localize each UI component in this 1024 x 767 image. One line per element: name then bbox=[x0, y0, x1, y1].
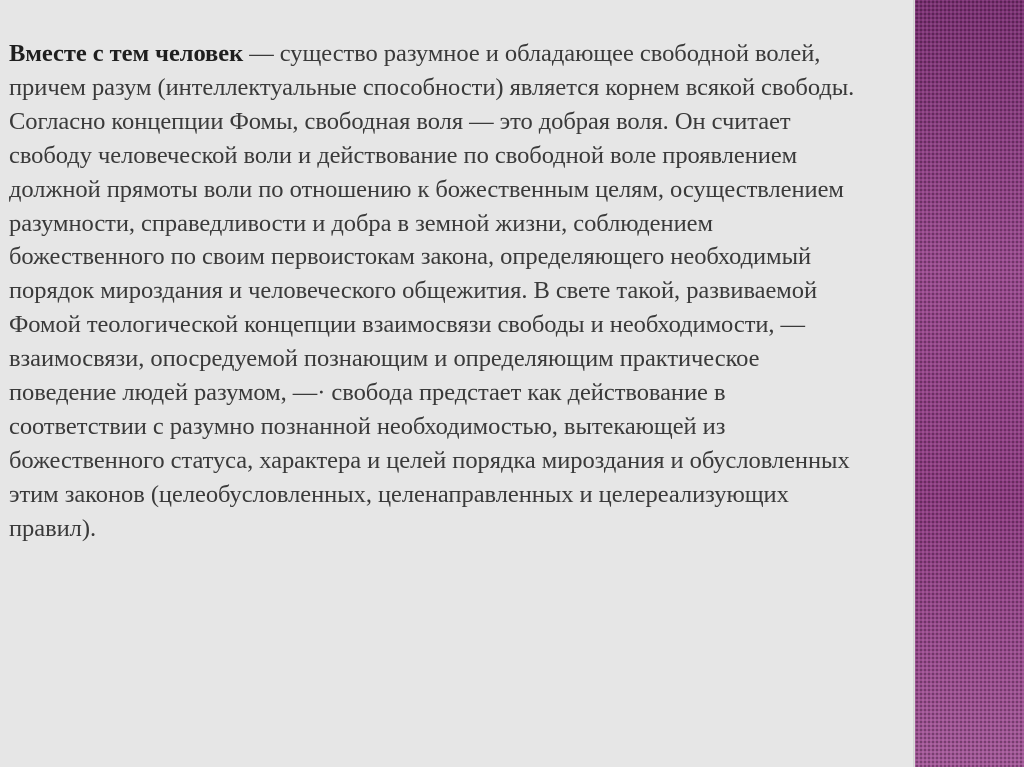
text-line: божественного статуса, характера и целей порядка мироздания и обусловленных bbox=[9, 446, 850, 474]
slide-body-text bbox=[9, 37, 1014, 546]
text-line bbox=[9, 37, 1014, 71]
text-line: порядок мироздания и человеческого общежития. В свете такой, развиваемой bbox=[9, 277, 817, 305]
text-line: причем разум (интеллектуальные способности) является корнем всякой свободы. bbox=[9, 73, 855, 101]
text-line: Согласно концепции Фомы, свободная воля — это добрая воля. Он считает bbox=[9, 107, 791, 135]
text-line: поведение людей разумом, —· свобода предстает как действование в bbox=[9, 379, 726, 407]
text-line: свободу человеческой воли и действование по свободной воле проявлением bbox=[9, 141, 798, 169]
text-line: Фомой теологической концепции взаимосвязи свободы и необходимости, — bbox=[9, 311, 806, 339]
text-line: божественного по своим первоистокам закона, определяющего необходимый bbox=[9, 243, 812, 271]
text-line: соответствии с разумно познанной необходимостью, вытекающей из bbox=[9, 412, 726, 440]
text-line: правил). bbox=[9, 514, 97, 542]
text-line: разумности, справедливости и добра в земной жизни, соблюдением bbox=[9, 209, 713, 237]
text-line-content: — существо разумное и обладающее свободной волей, bbox=[243, 40, 821, 67]
text-line: этим законов (целеобусловленных, целенаправленных и целереализующих bbox=[9, 480, 789, 508]
lead-phrase: Вместе с тем человек bbox=[9, 40, 244, 67]
text-line: должной прямоты воли по отношению к божественным целям, осуществлением bbox=[9, 175, 844, 203]
text-line: взаимосвязи, опосредуемой познающим и определяющим практическое bbox=[9, 345, 760, 373]
